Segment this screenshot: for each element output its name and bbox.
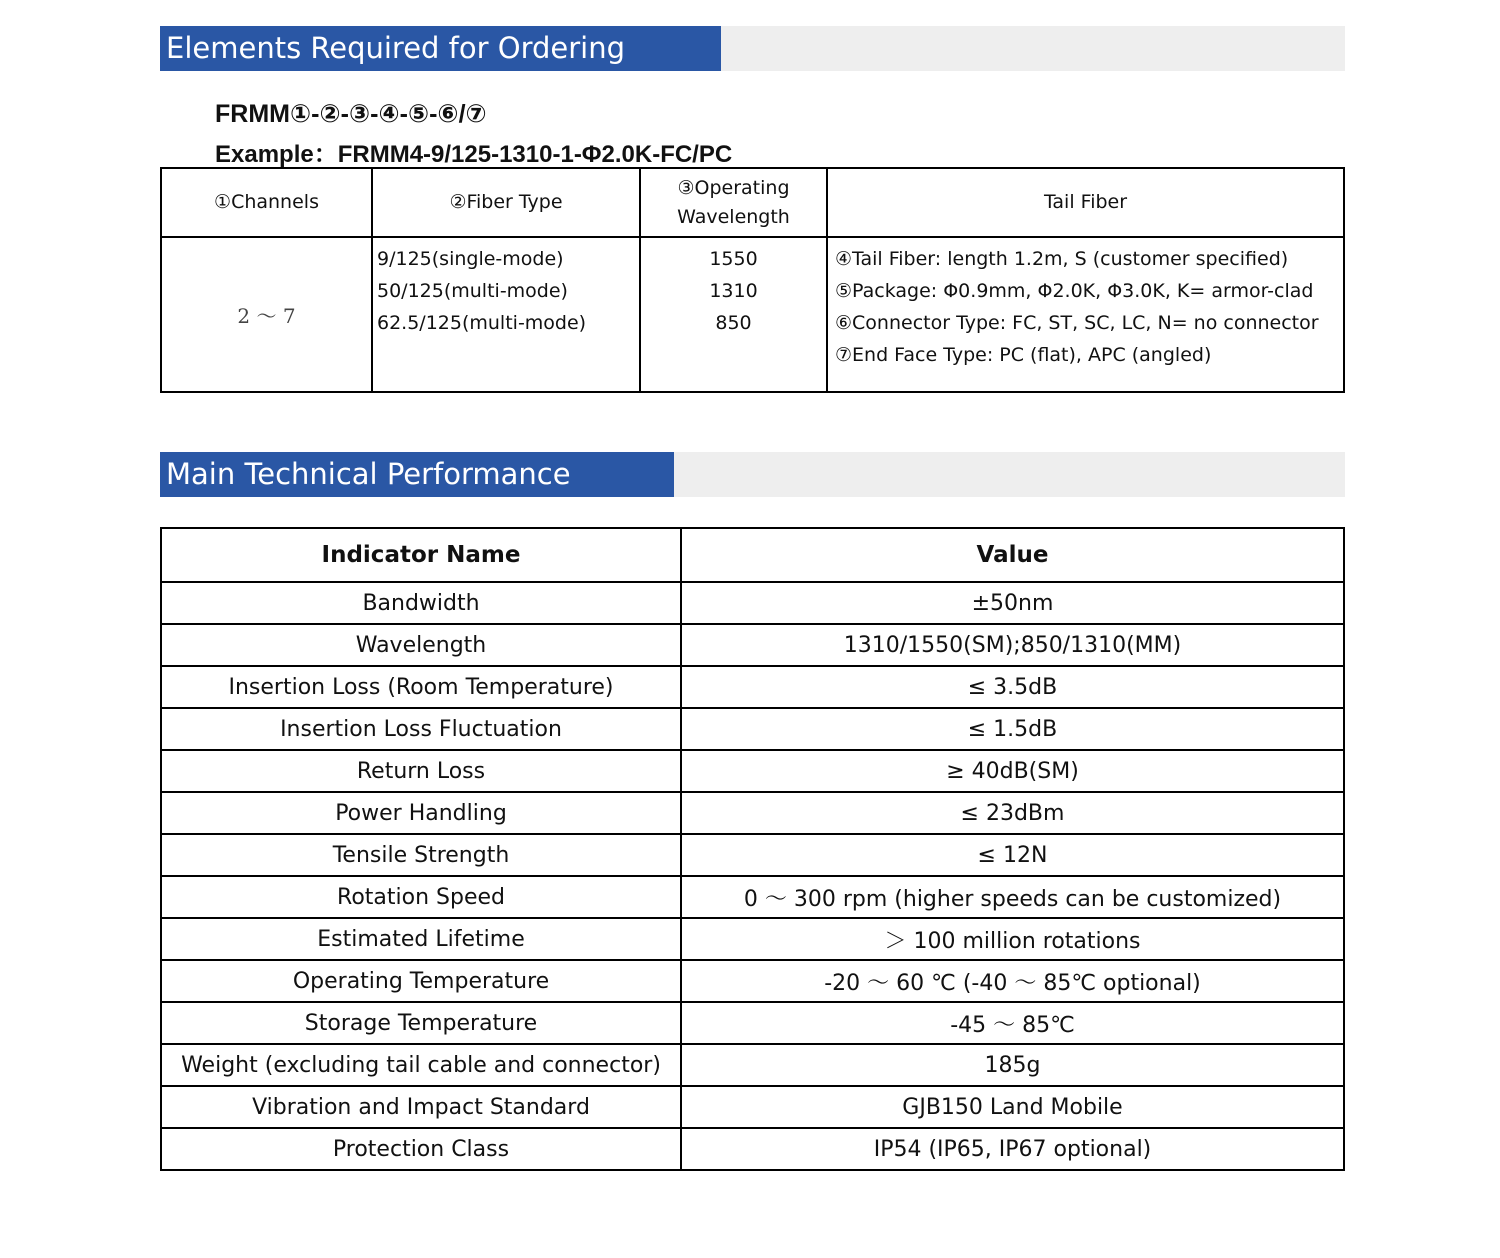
indicator-value: -45 ～ 85℃ bbox=[681, 1002, 1344, 1044]
table-row bbox=[161, 1002, 1344, 1044]
header-value: Value bbox=[681, 528, 1344, 582]
indicator-name: Operating Temperature bbox=[161, 960, 681, 1002]
indicator-value: ≤ 12N bbox=[681, 834, 1344, 876]
indicator-value: IP54 (IP65, IP67 optional) bbox=[681, 1128, 1344, 1170]
tail-fiber-item: ⑦End Face Type: PC (flat), APC (angled) bbox=[835, 344, 1212, 366]
wavelength-item: 1310 bbox=[709, 280, 758, 302]
indicator-name: Tensile Strength bbox=[161, 834, 681, 876]
indicator-value: ±50nm bbox=[681, 582, 1344, 624]
indicator-name: Vibration and Impact Standard bbox=[161, 1086, 681, 1128]
performance-header-row bbox=[161, 528, 1344, 582]
indicator-value: ＞ 100 million rotations bbox=[681, 918, 1344, 960]
tail-fiber-item: ⑤Package: Φ0.9mm, Φ2.0K, Φ3.0K, K= armor-clad bbox=[835, 280, 1314, 302]
header-fiber-type: ②Fiber Type bbox=[372, 168, 640, 237]
indicator-name: Bandwidth bbox=[161, 582, 681, 624]
fiber-type-item: 9/125(single-mode) bbox=[377, 248, 564, 270]
indicator-name: Return Loss bbox=[161, 750, 681, 792]
table-row bbox=[161, 918, 1344, 960]
indicator-name: Power Handling bbox=[161, 792, 681, 834]
indicator-value: ≤ 23dBm bbox=[681, 792, 1344, 834]
channels-value: 2 ～ 7 bbox=[161, 237, 372, 392]
wavelength-item: 850 bbox=[715, 312, 752, 334]
table-row bbox=[161, 582, 1344, 624]
header-tail-fiber: Tail Fiber bbox=[827, 168, 1344, 237]
header-wavelength bbox=[640, 168, 827, 237]
table-row bbox=[161, 1044, 1344, 1086]
indicator-value: 1310/1550(SM);850/1310(MM) bbox=[681, 624, 1344, 666]
tail-fiber-item: ⑥Connector Type: FC, ST, SC, LC, N= no connector bbox=[835, 312, 1319, 334]
indicator-value: GJB150 Land Mobile bbox=[681, 1086, 1344, 1128]
fiber-type-item: 50/125(multi-mode) bbox=[377, 280, 568, 302]
ordering-section-title: Elements Required for Ordering bbox=[160, 26, 721, 71]
indicator-value: 0 ～ 300 rpm (higher speeds can be customized) bbox=[681, 876, 1344, 918]
table-row bbox=[161, 708, 1344, 750]
table-row bbox=[161, 750, 1344, 792]
wavelength-item: 1550 bbox=[709, 248, 758, 270]
indicator-name: Storage Temperature bbox=[161, 1002, 681, 1044]
model-code: FRMM①-②-③-④-⑤-⑥/⑦ bbox=[215, 100, 487, 128]
table-row bbox=[161, 624, 1344, 666]
indicator-value: ≤ 1.5dB bbox=[681, 708, 1344, 750]
indicator-name: Wavelength bbox=[161, 624, 681, 666]
tail-fiber-list bbox=[827, 237, 1344, 392]
ordering-section-header bbox=[160, 26, 1345, 71]
table-row bbox=[161, 960, 1344, 1002]
indicator-value: -20 ～ 60 ℃ (-40 ～ 85℃ optional) bbox=[681, 960, 1344, 1002]
tail-fiber-item: ④Tail Fiber: length 1.2m, S (customer specified) bbox=[835, 248, 1289, 270]
header-wavelength-line1: ③Operating bbox=[677, 176, 790, 199]
performance-table bbox=[160, 527, 1345, 1171]
table-row bbox=[161, 834, 1344, 876]
indicator-name: Protection Class bbox=[161, 1128, 681, 1170]
ordering-header-row bbox=[161, 168, 1344, 237]
ordering-value-row bbox=[161, 237, 1344, 392]
table-row bbox=[161, 666, 1344, 708]
indicator-name: Rotation Speed bbox=[161, 876, 681, 918]
indicator-name: Estimated Lifetime bbox=[161, 918, 681, 960]
performance-section-header bbox=[160, 452, 1345, 497]
indicator-value: ≤ 3.5dB bbox=[681, 666, 1344, 708]
indicator-value: 185g bbox=[681, 1044, 1344, 1086]
table-row bbox=[161, 792, 1344, 834]
header-wavelength-line2: Wavelength bbox=[677, 205, 790, 228]
model-example: Example：FRMM4-9/125-1310-1-Φ2.0K-FC/PC bbox=[215, 141, 733, 168]
wavelength-list bbox=[640, 237, 827, 392]
header-indicator-name: Indicator Name bbox=[161, 528, 681, 582]
fiber-type-item: 62.5/125(multi-mode) bbox=[377, 312, 587, 334]
indicator-name: Insertion Loss Fluctuation bbox=[161, 708, 681, 750]
indicator-value: ≥ 40dB(SM) bbox=[681, 750, 1344, 792]
fiber-type-list bbox=[372, 237, 640, 392]
table-row bbox=[161, 1128, 1344, 1170]
indicator-name: Weight (excluding tail cable and connector) bbox=[161, 1044, 681, 1086]
performance-section-title: Main Technical Performance bbox=[160, 452, 674, 497]
ordering-table bbox=[160, 167, 1345, 393]
table-row bbox=[161, 876, 1344, 918]
table-row bbox=[161, 1086, 1344, 1128]
header-channels: ①Channels bbox=[161, 168, 372, 237]
indicator-name: Insertion Loss (Room Temperature) bbox=[161, 666, 681, 708]
